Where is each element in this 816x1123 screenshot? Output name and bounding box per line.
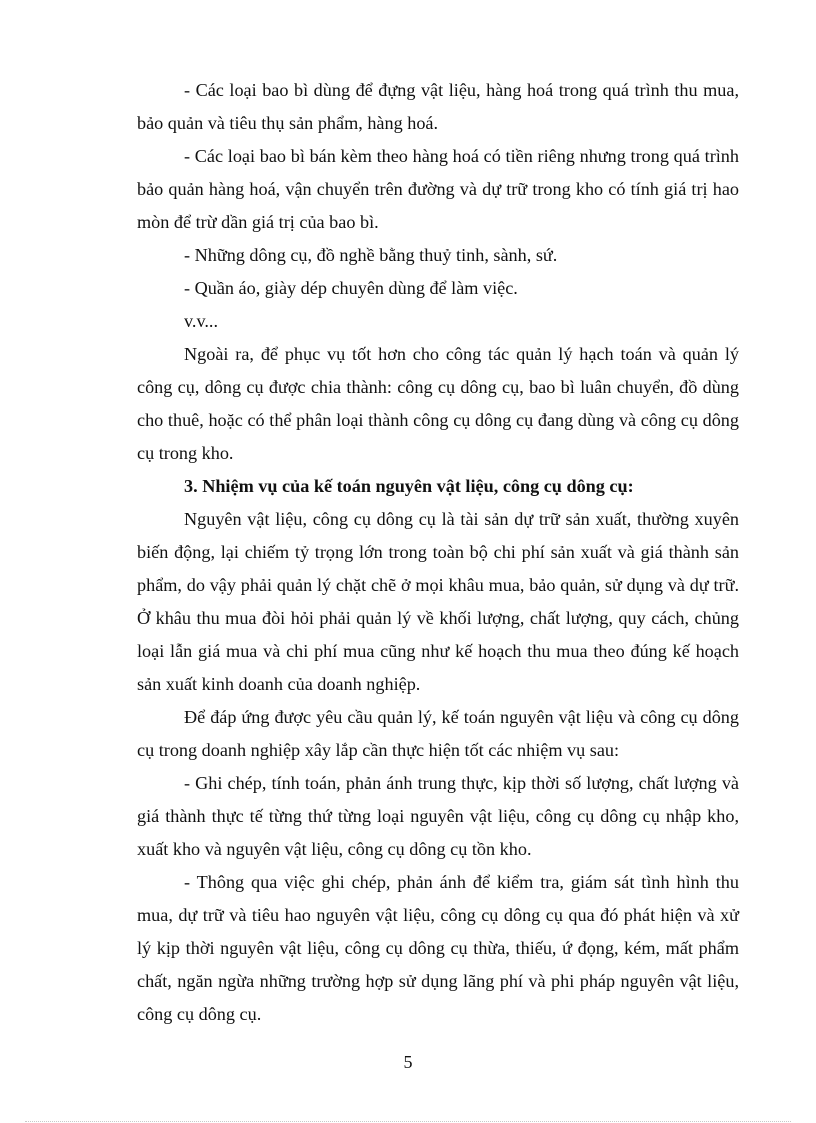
paragraph-task-monitoring: - Thông qua việc ghi chép, phản ánh để kiểm tra, giám sát tình hình thu mua, dự trữ và tiêu hao nguyên vật liệu, công cụ dông cụ qua đó phát hiện và xử lý kịp thời nguyên vật liệu, công cụ dông cụ thừa, thiếu, ứ đọng, kém, mất phẩm chất, ngăn ngừa những trường hợp sử dụng lãng phí và phi pháp nguyên vật liệu, công cụ dông cụ. xyxy=(137,872,739,1024)
paragraph-classification: Ngoài ra, để phục vụ tốt hơn cho công tác quản lý hạch toán và quản lý công cụ, dông cụ được chia thành: công cụ dông cụ, bao bì luân chuyển, đồ dùng cho thuê, hoặc có thể phân loại thành công cụ dông cụ đang dùng và công cụ dông cụ trong kho. xyxy=(137,344,739,463)
footer-divider xyxy=(25,1121,791,1122)
page-number: 5 xyxy=(403,1052,413,1072)
document-body xyxy=(137,74,739,1031)
paragraph-packaging-storage: - Các loại bao bì dùng để đựng vật liệu, hàng hoá trong quá trình thu mua, bảo quản và tiêu thụ sản phẩm, hàng hoá. xyxy=(137,80,739,133)
paragraph-etc: v.v... xyxy=(184,311,219,331)
paragraph-work-clothes: - Quần áo, giày dép chuyên dùng để làm việc. xyxy=(184,278,518,298)
paragraph-requirements: Để đáp ứng được yêu cầu quản lý, kế toán nguyên vật liệu và công cụ dông cụ trong doanh nghiệp xây lắp cần thực hiện tốt các nhiệm vụ sau: xyxy=(137,707,739,760)
paragraph-materials-intro: Nguyên vật liệu, công cụ dông cụ là tài sản dự trữ sản xuất, thường xuyên biến động, lại chiếm tỷ trọng lớn trong toàn bộ chi phí sản xuất và giá thành sản phẩm, do vậy phải quản lý chặt chẽ ở mọi khâu mua, bảo quản, sử dụng và dự trữ. Ở khâu thu mua đòi hỏi phải quản lý về khối lượng, chất lượng, quy cách, chủng loại lẫn giá mua và chi phí mua cũng như kế hoạch thu mua theo đúng kế hoạch sản xuất kinh doanh của doanh nghiệp. xyxy=(137,509,739,694)
paragraph-task-recording: - Ghi chép, tính toán, phản ánh trung thực, kịp thời số lượng, chất lượng và giá thành thực tế từng thứ từng loại nguyên vật liệu, công cụ dông cụ nhập kho, xuất kho và nguyên vật liệu, công cụ dông cụ tồn kho. xyxy=(137,773,739,859)
paragraph-glass-tools: - Những dông cụ, đồ nghề bằng thuỷ tinh, sành, sứ. xyxy=(184,245,558,265)
paragraph-packaging-sold: - Các loại bao bì bán kèm theo hàng hoá có tiền riêng nhưng trong quá trình bảo quản hàng hoá, vận chuyển trên đường và dự trữ trong kho có tính giá trị hao mòn để trừ dần giá trị của bao bì. xyxy=(137,146,739,232)
section-heading: 3. Nhiệm vụ của kế toán nguyên vật liệu, công cụ dông cụ: xyxy=(184,476,634,496)
